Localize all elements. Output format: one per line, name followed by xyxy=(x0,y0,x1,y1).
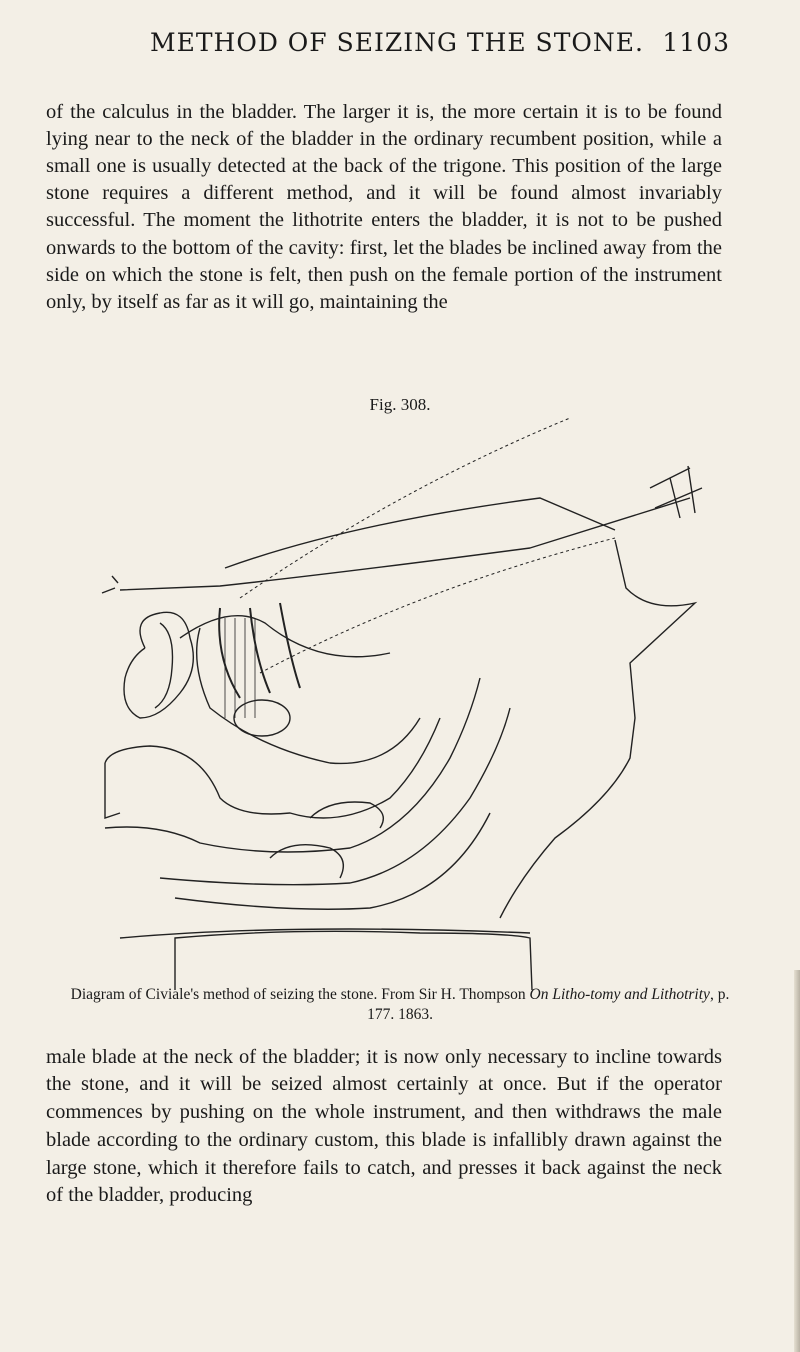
caption-text: Diagram of Civiale's method of seizing the stone. From Sir H. Thompson xyxy=(70,986,530,1003)
body-paragraph-top: of the calculus in the bladder. The larger it is, the more certain it is to be found lying near to the neck of the bladder in the ordinary recumbent position, while a small one is usually detected at the back of the trigone. This position of the large stone requires a different method, and it will be found almost invariably successful. The moment the lithotrite enters the bladder, it is not to be pushed onwards to the bottom of the cavity: first, let the blades be inclined away from the side on which the stone is felt, then push on the female portion of the instrument only, by itself as far as it will go, maintaining the xyxy=(46,100,722,313)
urethra-outer xyxy=(175,813,490,909)
bladder-wall-right xyxy=(500,540,695,918)
page-binding-edge xyxy=(794,970,800,1352)
stone xyxy=(234,700,290,736)
instrument-handle xyxy=(650,466,702,518)
guide-line-inner xyxy=(260,538,615,673)
figure-caption xyxy=(60,985,740,1025)
table-base xyxy=(175,931,532,990)
urethra-upper xyxy=(105,718,440,818)
urethra-middle xyxy=(105,678,480,852)
guide-line-outer xyxy=(240,418,570,598)
caption-source-detail: , p. 177. 1863. xyxy=(367,986,730,1023)
caption-source-title: On Litho-tomy and Lithotrity xyxy=(529,986,710,1003)
figure-label: Fig. 308. xyxy=(369,395,431,414)
page-number: 1103 xyxy=(662,28,730,57)
pubic-bone xyxy=(124,612,193,718)
urethra-lower xyxy=(160,708,510,885)
instrument-upper xyxy=(225,498,615,568)
figure-diagram xyxy=(90,418,730,990)
body-paragraph-bottom: male blade at the neck of the bladder; it is now only necessary to incline towards the stone, and it will be seized almost certainly at once. But if the operator commences by pushing on the whole instrument, and then withdraws the male blade according to the ordinary custom, this blade is infallibly drawn against the large stone, which it therefore fails to catch, and presses it back against the neck of the bladder, producing xyxy=(46,1045,722,1207)
bladder-neck xyxy=(180,616,390,657)
instrument-shaft xyxy=(120,498,690,590)
header-title: METHOD OF SEIZING THE STONE. xyxy=(150,28,644,57)
